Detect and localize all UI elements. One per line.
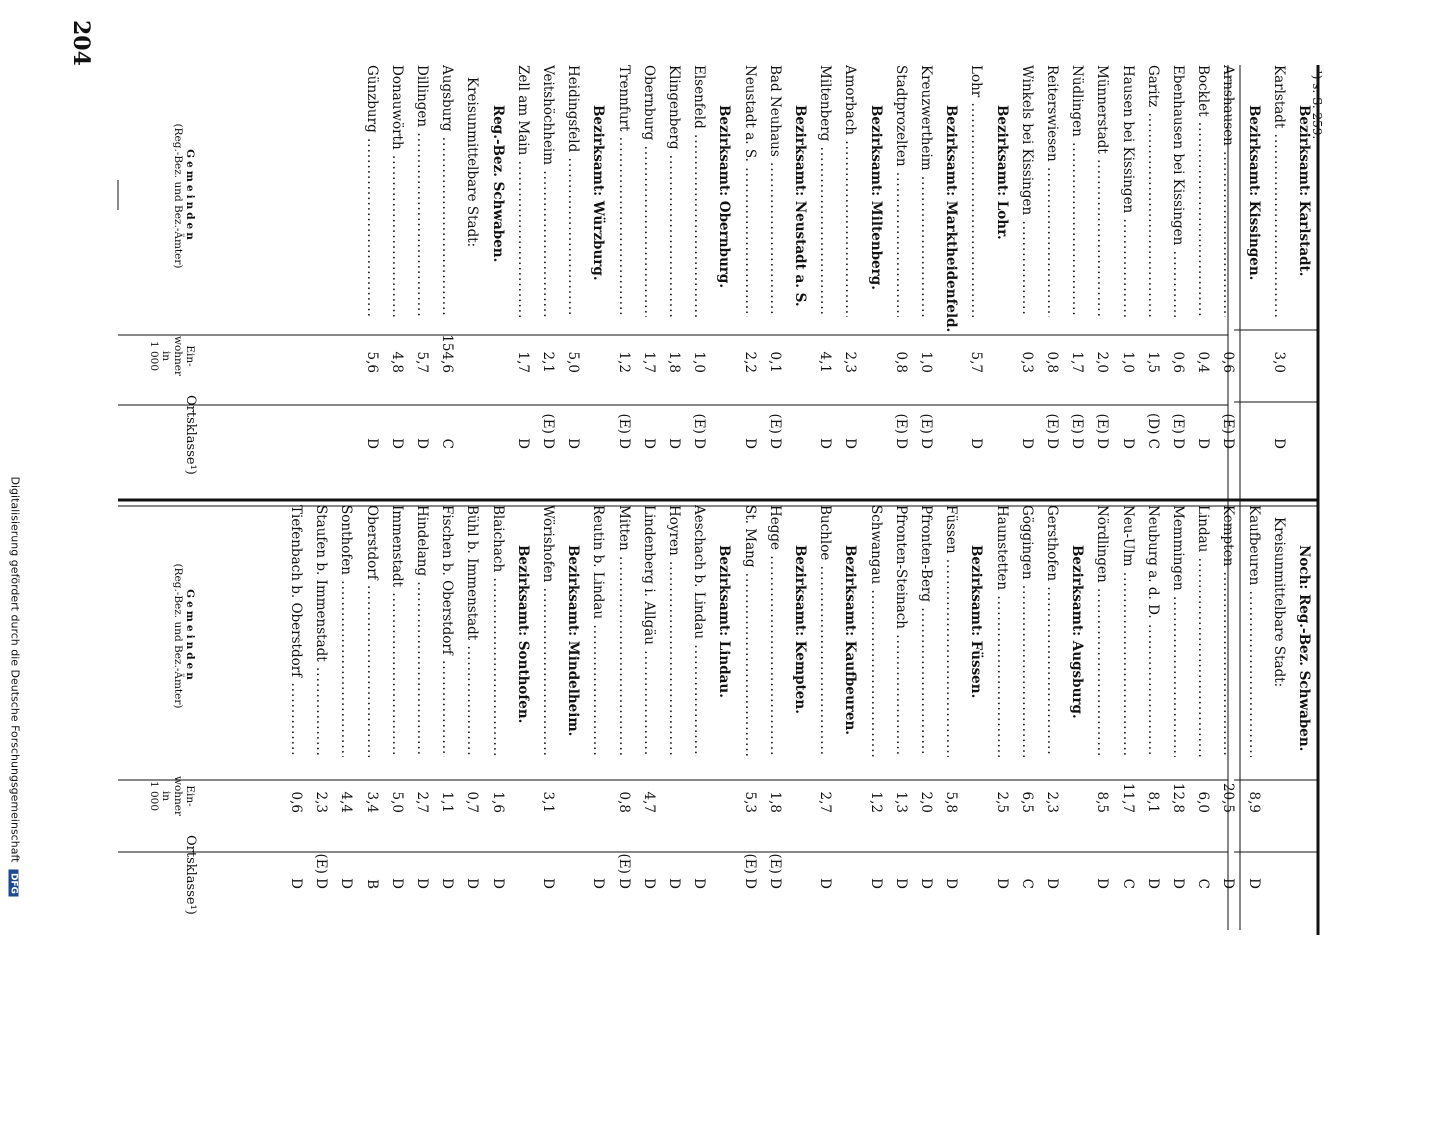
einwohner-value: 1,3 <box>892 791 909 813</box>
table-row <box>1118 505 1138 905</box>
subsection-label <box>1269 505 1289 905</box>
gemeinde-name: Fischen b. Oberstdorf ..... <box>437 505 457 757</box>
ortsklasse-value: D <box>1170 878 1186 889</box>
gemeinde-name: Hausen bei Kissingen ..... <box>1118 65 1138 317</box>
einwohner-value: 1,1 <box>439 791 456 813</box>
section-heading <box>1244 65 1264 465</box>
gemeinde-name: Schwangau ..... <box>866 505 886 757</box>
table-row <box>1092 65 1112 465</box>
einwohner-value: 4,4 <box>338 791 355 813</box>
table-row <box>664 65 684 465</box>
table-row <box>765 65 785 465</box>
table-row <box>1067 65 1087 465</box>
einwohner-value: 5,0 <box>388 791 405 813</box>
gemeinde-name: Bühl b. Immenstadt ..... <box>462 505 482 757</box>
table-row <box>362 65 382 465</box>
left-table <box>204 65 1314 485</box>
einwohner-value: 8,9 <box>1245 791 1262 813</box>
einwohner-value: 5,0 <box>565 351 582 373</box>
header-gemeinden-sub-2: (Reg.-Bez. und Bez.-Ämter) <box>172 563 184 709</box>
gemeinde-name: Bezirksamt: Kaufbeuren. <box>842 545 859 735</box>
gemeinde-name: Kaufbeuren ..... <box>1244 505 1264 757</box>
table-row <box>1218 505 1238 905</box>
gemeinde-name: Kreuzwertheim ..... <box>916 65 936 317</box>
table-row <box>362 505 382 905</box>
gemeinde-name: Pfronten-Steinach ..... <box>891 505 911 757</box>
ortsklasse-value: D <box>1195 438 1212 449</box>
table-row <box>891 65 911 465</box>
margin-credit <box>9 477 22 1137</box>
einwohner-value: 4,8 <box>388 351 405 373</box>
table-row <box>462 505 482 905</box>
gemeinde-name: Bezirksamt: Würzburg. <box>590 105 607 281</box>
einwohner-value: 2,0 <box>918 791 934 813</box>
ortsklasse-value: D <box>514 438 531 449</box>
table-row <box>1092 505 1112 905</box>
ortsklasse-value: D <box>565 438 582 449</box>
gemeinde-name: Ebenhausen bei Kissingen ..... <box>1168 65 1188 317</box>
einwohner-value: 6,0 <box>1195 791 1212 813</box>
ortsklasse-value: D <box>388 438 405 449</box>
ortsklasse-value: D <box>464 878 481 889</box>
ortsklasse-value: D <box>338 878 355 889</box>
gemeinde-name: St. Mang ..... <box>740 505 760 757</box>
table-row <box>664 505 684 905</box>
table-row <box>538 65 558 465</box>
right-table <box>204 505 1314 925</box>
table-row <box>765 505 785 905</box>
table-row <box>437 65 457 465</box>
gemeinde-name: Bezirksamt: Miltenberg. <box>867 105 884 290</box>
table-row <box>588 505 608 905</box>
einwohner-value: 0,1 <box>766 351 783 373</box>
table-row <box>488 505 508 905</box>
ortsklasse-value: D <box>1094 878 1111 889</box>
ortsklasse-value: C <box>1119 878 1136 889</box>
gemeinde-name: Trennfurt ..... <box>614 65 634 317</box>
table-row <box>387 505 407 905</box>
ortsklasse-value: D <box>943 878 960 889</box>
gemeinde-name: Miltenberg ..... <box>815 65 835 317</box>
einwohner-value: 0,6 <box>1220 351 1237 373</box>
einwohner-value: 0,6 <box>288 791 304 813</box>
gemeinde-name: Buchloe ..... <box>815 505 835 757</box>
header-gemeinden-right <box>172 505 196 767</box>
ortsklasse-value: (E) D <box>766 853 783 889</box>
gemeinde-name: Lindenberg i. Allgäu ..... <box>639 505 659 757</box>
table-row <box>639 505 659 905</box>
einwohner-value: 1,2 <box>867 791 884 813</box>
ortsklasse-value: C <box>439 438 456 449</box>
section-heading <box>790 505 810 905</box>
gemeinde-name: Bezirksamt: Füssen. <box>968 545 985 699</box>
einwohner-value: 5,7 <box>968 351 985 373</box>
table-row <box>689 505 709 905</box>
gemeinde-name: Tiefenbach b. Oberstdorf ..... <box>286 505 306 757</box>
ortsklasse-value: D <box>640 878 657 889</box>
einwohner-value: 3,0 <box>1270 351 1287 373</box>
einwohner-value: 2,3 <box>313 791 330 813</box>
ortsklasse-value: D <box>590 878 607 889</box>
ortsklasse-value: (E) D <box>691 413 708 449</box>
gemeinde-name: Elsenfeld ..... <box>689 65 709 317</box>
section-heading <box>840 505 860 905</box>
einwohner-value: 1,7 <box>1069 351 1086 373</box>
einwohner-value: 1,8 <box>666 351 682 373</box>
einwohner-value: 1,0 <box>1119 351 1136 373</box>
gemeinde-name: Zell am Main ..... <box>513 65 533 317</box>
gemeinde-name: Wörishofen ..... <box>538 505 558 757</box>
einwohner-value: 8,1 <box>1144 791 1161 813</box>
gemeinde-name: Hindelang ..... <box>412 505 432 757</box>
einwohner-value: 2,7 <box>414 791 430 813</box>
section-heading <box>1294 505 1314 905</box>
table-row <box>1017 505 1037 905</box>
einwohner-value: 2,3 <box>1044 791 1060 813</box>
header-gemeinden-sub: (Reg.-Bez. und Bez.-Ämter) <box>172 123 184 269</box>
table-row <box>1244 505 1264 905</box>
einwohner-value: 1,5 <box>1144 351 1161 373</box>
ortsklasse-value: D <box>540 878 556 889</box>
section-heading <box>588 65 608 465</box>
gemeinde-name: Reg.-Bez. Schwaben. <box>489 105 506 263</box>
table-row <box>689 65 709 465</box>
einwohner-value: 3,4 <box>363 791 380 813</box>
einwohner-value: 20,5 <box>1220 782 1237 813</box>
header-ortsklasse-right: Ortsklasse¹) <box>183 835 198 915</box>
table-row <box>614 65 634 465</box>
ortsklasse-value: (E) D <box>313 853 330 889</box>
einwohner-value: 2,2 <box>741 351 758 373</box>
table-row <box>1118 65 1138 465</box>
gemeinde-name: Heidingsfeld ..... <box>563 65 583 317</box>
einwohner-value: 5,6 <box>363 351 380 373</box>
gemeinde-name: Blaichach ..... <box>488 505 508 757</box>
table-row <box>1143 505 1163 905</box>
einwohner-value: 1,0 <box>691 351 708 373</box>
header-gemeinden-left <box>172 65 196 327</box>
footnote: ¹) s. S. 259. <box>1310 70 1324 140</box>
einwohner-value: 1,2 <box>615 351 632 373</box>
ortsklasse-value: D <box>666 438 682 449</box>
table-row <box>1269 65 1289 465</box>
einwohner-value: 0,4 <box>1195 351 1212 373</box>
section-heading <box>488 65 508 465</box>
einwohner-value: 154,6 <box>439 334 456 373</box>
gemeinde-name: Kreisunmittelbare Stadt: <box>1270 517 1287 688</box>
gemeinde-name: Memmingen ..... <box>1168 505 1188 757</box>
einwohner-value: 6,5 <box>1018 791 1035 813</box>
table-row <box>1193 505 1213 905</box>
ortsklasse-value: (E) D <box>766 413 783 449</box>
ortsklasse-value: D <box>892 878 909 889</box>
ortsklasse-value: C <box>1018 878 1035 889</box>
gemeinde-name: Neustadt a. S. ..... <box>740 65 760 317</box>
table-row <box>614 505 634 905</box>
gemeinde-name: Bezirksamt: Karlstadt. <box>1296 105 1312 277</box>
einwohner-value: 2,1 <box>540 351 556 373</box>
einwohner-value: 0,3 <box>1018 351 1035 373</box>
ortsklasse-value: D <box>918 878 934 889</box>
gemeinde-name: Kreisunmittelbare Stadt: <box>464 77 481 248</box>
gemeinde-name: Stadtprozelten ..... <box>891 65 911 317</box>
table-row <box>992 505 1012 905</box>
gemeinde-name: Bezirksamt: Lohr. <box>993 105 1010 240</box>
einwohner-value: 2,7 <box>817 791 834 813</box>
einwohner-value: 1,0 <box>918 351 934 373</box>
gemeinde-name: Winkels bei Kissingen ..... <box>1017 65 1037 317</box>
section-heading <box>966 505 986 905</box>
ortsklasse-value: D <box>1044 878 1060 889</box>
table-row <box>1143 65 1163 465</box>
header-ortsklasse-left: Ortsklasse¹) <box>183 395 198 475</box>
gemeinde-name: Oberstdorf ..... <box>362 505 382 757</box>
table-row <box>412 65 432 465</box>
gemeinde-name: Neu-Ulm ..... <box>1118 505 1138 757</box>
gemeinde-name: Bezirksamt: Neustadt a. S. <box>792 105 808 307</box>
section-heading <box>941 65 961 465</box>
einwohner-value: 2,5 <box>993 791 1010 813</box>
ortsklasse-value: D <box>968 438 985 449</box>
ortsklasse-value: D <box>1270 438 1287 449</box>
einwohner-value: 12,8 <box>1170 782 1186 813</box>
ortsklasse-value: D <box>1144 878 1161 889</box>
section-heading <box>992 65 1012 465</box>
ortsklasse-value: D <box>489 878 506 889</box>
ortsklasse-value: (E) D <box>615 413 632 449</box>
table-row <box>1218 65 1238 465</box>
gemeinde-name: Gersthofen ..... <box>1042 505 1062 757</box>
table-row <box>513 65 533 465</box>
ortsklasse-value: (D) C <box>1144 413 1161 449</box>
table-row <box>740 505 760 905</box>
dfg-logo: DFG <box>9 870 19 897</box>
table-row <box>916 505 936 905</box>
gemeinde-name: Klingenberg ..... <box>664 65 684 317</box>
einwohner-value: 2,3 <box>842 351 859 373</box>
table-row <box>286 505 306 905</box>
gemeinde-name: Obernburg ..... <box>639 65 659 317</box>
gemeinde-name: Aeschach b. Lindau ..... <box>689 505 709 757</box>
section-heading <box>714 65 734 465</box>
gemeinde-name: Pfronten-Berg ..... <box>916 505 936 757</box>
gemeinde-name: Sonthofen ..... <box>336 505 356 757</box>
einwohner-value: 8,5 <box>1094 791 1111 813</box>
einwohner-value: 1,8 <box>766 791 783 813</box>
table-row <box>387 65 407 465</box>
ortsklasse-value: D <box>363 438 380 449</box>
gemeinde-name: Staufen b. Immenstadt ..... <box>311 505 331 757</box>
gemeinde-name: Bezirksamt: Mindelheim. <box>565 545 582 737</box>
gemeinde-name: Nüdlingen ..... <box>1067 65 1087 317</box>
gemeinde-name: Garitz ..... <box>1143 65 1163 317</box>
gemeinde-name: Reutin b. Lindau ..... <box>588 505 608 757</box>
gemeinde-name: Amorbach ..... <box>840 65 860 317</box>
gemeinde-name: Füssen ..... <box>941 505 961 757</box>
table-row <box>941 505 961 905</box>
section-heading <box>1067 505 1087 905</box>
table-row <box>639 65 659 465</box>
table-row <box>916 65 936 465</box>
ortsklasse-value: D <box>1245 878 1262 889</box>
section-heading <box>513 505 533 905</box>
gemeinde-name: Augsburg ..... <box>437 65 457 317</box>
ortsklasse-value: D <box>691 878 708 889</box>
ortsklasse-value: D <box>817 878 834 889</box>
table-row <box>1042 65 1062 465</box>
header-einwohner-right: Ein- wohner in 1 000 <box>148 775 196 817</box>
ortsklasse-value: D <box>666 878 682 889</box>
gemeinde-name: Hoyren ..... <box>664 505 684 757</box>
gemeinde-name: Hegge ..... <box>765 505 785 757</box>
table-row <box>740 65 760 465</box>
table-row <box>815 65 835 465</box>
einwohner-value: 4,7 <box>640 791 657 813</box>
gemeinde-name: Donauwörth ..... <box>387 65 407 317</box>
ortsklasse-value: D <box>388 878 405 889</box>
table-row <box>336 505 356 905</box>
header-gemeinden-title-2: Gemeinden <box>184 589 196 683</box>
ortsklasse-value: D <box>640 438 657 449</box>
ortsklasse-value: (E) D <box>540 413 556 449</box>
einwohner-value: 0,6 <box>1170 351 1186 373</box>
gemeinde-name: Bezirksamt: Kempten. <box>792 545 808 714</box>
subsection-label <box>462 65 482 465</box>
einwohner-value: 0,8 <box>892 351 909 373</box>
section-heading <box>866 65 886 465</box>
ortsklasse-value: (E) D <box>918 413 934 449</box>
gemeinde-name: Noch: Reg.-Bez. Schwaben. <box>1296 545 1312 752</box>
gemeinde-name: Haunstetten ..... <box>992 505 1012 757</box>
margin-credit-text: Digitalisierung gefördert durch die Deutsche Forschungsgemeinschaft <box>8 476 22 863</box>
gemeinde-name: Bocklet ..... <box>1193 65 1213 317</box>
header-einwohner-left: Ein- wohner in 1 000 <box>148 335 196 377</box>
ortsklasse-value: D <box>1018 438 1035 449</box>
gemeinde-name: Veitshöchheim ..... <box>538 65 558 317</box>
einwohner-value: 0,8 <box>1044 351 1060 373</box>
einwohner-value: 5,8 <box>943 791 960 813</box>
gemeinde-name: Bezirksamt: Sonthofen. <box>514 545 531 724</box>
ortsklasse-value: D <box>439 878 456 889</box>
gemeinde-name: Nördlingen ..... <box>1092 505 1112 757</box>
einwohner-value: 1,7 <box>514 351 531 373</box>
ortsklasse-value: D <box>288 878 304 889</box>
einwohner-value: 0,7 <box>464 791 481 813</box>
page-number: 204 <box>68 20 94 66</box>
einwohner-value: 0,8 <box>615 791 632 813</box>
ortsklasse-value: (E) D <box>1069 413 1086 449</box>
ortsklasse-value: D <box>993 878 1010 889</box>
gemeinde-name: Bezirksamt: Marktheidenfeld. <box>943 105 960 333</box>
ortsklasse-value: D <box>741 438 758 449</box>
ortsklasse-value: D <box>867 878 884 889</box>
einwohner-value: 1,7 <box>640 351 657 373</box>
table-row <box>1017 65 1037 465</box>
gemeinde-name: Lindau ..... <box>1193 505 1213 757</box>
table-row <box>538 505 558 905</box>
gemeinde-name: Göggingen ..... <box>1017 505 1037 757</box>
ortsklasse-value: D <box>414 878 430 889</box>
section-heading <box>790 65 810 465</box>
einwohner-value: 4,1 <box>817 351 834 373</box>
einwohner-value: 5,3 <box>741 791 758 813</box>
einwohner-value: 2,0 <box>1094 351 1111 373</box>
ortsklasse-value: D <box>1119 438 1136 449</box>
table-row <box>966 65 986 465</box>
gemeinde-name: Neuburg a. d. D. ..... <box>1143 505 1163 757</box>
ortsklasse-value: D <box>817 438 834 449</box>
table-row <box>840 65 860 465</box>
table-row <box>563 65 583 465</box>
table-row <box>311 505 331 905</box>
gemeinde-name: Lohr ..... <box>966 65 986 317</box>
section-heading <box>563 505 583 905</box>
gemeinde-name: Dillingen ..... <box>412 65 432 317</box>
ortsklasse-value: (E) D <box>1094 413 1111 449</box>
ortsklasse-value: (E) D <box>1170 413 1186 449</box>
table-row <box>1042 505 1062 905</box>
table-row <box>815 505 835 905</box>
ortsklasse-value: (E) D <box>741 853 758 889</box>
table-row <box>891 505 911 905</box>
table-row <box>1168 65 1188 465</box>
table-row <box>412 505 432 905</box>
gemeinde-name: Mitten ..... <box>614 505 634 757</box>
ortsklasse-value: (E) D <box>1220 413 1237 449</box>
gemeinde-name: Günzburg ..... <box>362 65 382 317</box>
gemeinde-name: Bezirksamt: Lindau. <box>716 545 733 698</box>
gemeinde-name: Bad Neuhaus ..... <box>765 65 785 317</box>
table-row <box>866 505 886 905</box>
gemeinde-name: Arnshausen ..... <box>1218 65 1238 317</box>
gemeinde-name: Bezirksamt: Obernburg. <box>716 105 733 289</box>
ortsklasse-value: D <box>414 438 430 449</box>
gemeinde-name: Münnerstadt ..... <box>1092 65 1112 317</box>
ortsklasse-value: (E) D <box>615 853 632 889</box>
einwohner-value: 3,1 <box>540 791 556 813</box>
gemeinde-name: Bezirksamt: Kissingen. <box>1245 105 1262 281</box>
table-row <box>437 505 457 905</box>
section-heading <box>714 505 734 905</box>
ortsklasse-value: (E) D <box>892 413 909 449</box>
ortsklasse-value: B <box>363 879 380 889</box>
gemeinde-name: Kempten ..... <box>1218 505 1238 757</box>
table-row <box>1168 505 1188 905</box>
einwohner-value: 1,6 <box>489 791 506 813</box>
gemeinde-name: Karlstadt ..... <box>1269 65 1289 317</box>
einwohner-value: 11,7 <box>1119 782 1136 813</box>
table-row <box>1193 65 1213 465</box>
ortsklasse-value: D <box>1220 878 1237 889</box>
ortsklasse-value: (E) D <box>1044 413 1060 449</box>
ortsklasse-value: D <box>842 438 859 449</box>
ortsklasse-value: C <box>1195 878 1212 889</box>
gemeinde-name: Reiterswiesen ..... <box>1042 65 1062 317</box>
gemeinde-name: Immenstadt ..... <box>387 505 407 757</box>
gemeinde-name: Bezirksamt: Augsburg. <box>1069 545 1086 719</box>
header-gemeinden-title: Gemeinden <box>184 149 196 243</box>
einwohner-value: 5,7 <box>414 351 430 373</box>
